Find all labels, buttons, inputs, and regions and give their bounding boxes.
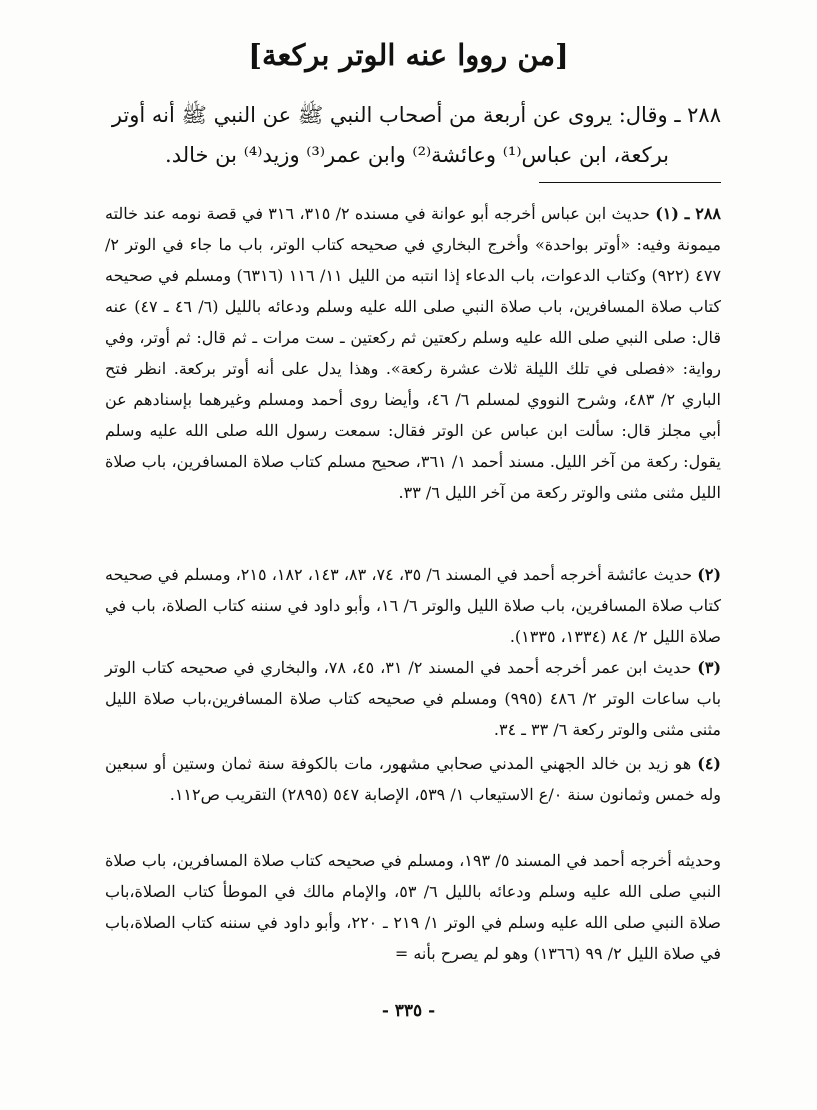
footnote-1 (105, 198, 721, 508)
footnote-4 (105, 748, 721, 810)
footnote-text: حديث ابن عباس أخرجه أبو عوانة في مسنده ٢/ ٣١٥، ٣١٦ في قصة نومه عند خالته ميمونة وفيه: «أوتر بواحدة» وأخرج البخاري في صحيحه كتاب الوتر، باب ما جاء في الوتر ٢/ ٤٧٧ (٩٢٢) وكتاب الدعوات، باب الدعاء إذا انتبه من الليل ١١/ ١١٦ (٦٣١٦) ومسلم في صحيحه كتاب صلاة المسافرين، باب صلاة النبي صلى الله عليه وسلم ودعائه بالليل (٦/ ٤٦ ـ ٤٧) عنه قال: صلى النبي صلى الله عليه وسلم ركعتين ثم ركعتين ـ ست مرات ـ ثم قال: ثم أوتر، وفي رواية: «فصلى في تلك الليلة ثلاث عشرة ركعة». وهذا يدل على أنه أوتر بركعة. انظر فتح الباري ٢/ ٤٨٣، وشرح النووي لمسلم ٦/ ٤٦، وأيضا روى أحمد ومسلم وغيرهما بإسنادهم عن أبي مجلز قال: سألت ابن عباس عن الوتر فقال: سمعت رسول الله صلى الله عليه وسلم يقول: ركعة من آخر الليل. مسند أحمد ١/ ٣٦١، صحيح مسلم كتاب صلاة المسافرين، باب صلاة الليل مثنى مثنى والوتر ركعة من آخر الليل ٦/ ٣٣. (105, 204, 722, 502)
footnote-text: هو زيد بن خالد الجهني المدني صحابي مشهور، مات بالكوفة سنة ثمان وستين أو سبعين وله خمس وثمانون سنة ٠/ع الاستيعاب ١/ ٥٣٩، الإصابة ٥٤٧ (٢٨٩٥) التقريب ص١١٢. (105, 754, 721, 804)
footnote-number: (٢) (697, 565, 722, 584)
footnote-text: وحديثه أخرجه أحمد في المسند ٥/ ١٩٣، ومسلم في صحيحه كتاب صلاة المسافرين، باب صلاة النبي صلى الله عليه وسلم ودعائه بالليل ٦/ ٥٣، والإمام مالك في الموطأ كتاب الصلاة،باب صلاة النبي صلى الله عليه وسلم في الوتر ١/ ٢١٩ ـ ٢٢٠، وأبو داود في سننه كتاب الصلاة،باب في صلاة الليل ٢/ ٩٩ (١٣٦٦) وهو لم يصرح بأنه = (105, 851, 722, 963)
footnote-separator (539, 182, 721, 183)
footnote-number: ٢٨٨ ـ (١) (655, 204, 722, 223)
main-text-line-1: ٢٨٨ ـ وقال: يروى عن أربعة من أصحاب النبي ﷺ عن النبي ﷺ أنه أوتر (111, 103, 721, 127)
section-heading: [من رووا عنه الوتر بركعة] (248, 38, 569, 72)
footnote-text: حديث ابن عمر أخرجه أحمد في المسند ٢/ ٣١، ٤٥، ٧٨، والبخاري في صحيحه كتاب الوتر باب ساعات الوتر ٢/ ٤٨٦ (٩٩٥) ومسلم في صحيحه كتاب صلاة المسافرين،باب صلاة الليل مثنى مثنى والوتر ركعة ٦/ ٣٣ ـ ٣٤. (105, 658, 722, 739)
footnote-number: (٤) (697, 754, 721, 773)
page-number: - ٣٣٥ - (381, 1001, 436, 1021)
footnote-3 (105, 652, 721, 745)
main-text (93, 95, 721, 175)
footnote-2 (105, 559, 721, 652)
footnote-4-continued (105, 845, 721, 969)
main-text-number: ٢٨٨ ـ (674, 103, 721, 127)
footnote-number: (٣) (697, 658, 722, 677)
main-text-line-2: بركعة، ابن عباس⁽¹⁾ وعائشة⁽²⁾ وابن عمر⁽³⁾ وزيد⁽⁴⁾ بن خالد. (165, 143, 669, 167)
footnote-text: حديث عائشة أخرجه أحمد في المسند ٦/ ٣٥، ٧٤، ٨٣، ١٤٣، ١٨٢، ٢١٥، ومسلم في صحيحه كتاب صلاة المسافرين، باب صلاة الليل والوتر ٦/ ١٦، وأبو داود في سننه كتاب الصلاة، باب في صلاة الليل ٢/ ٨٤ (١٣٣٤، ١٣٣٥). (105, 565, 721, 646)
